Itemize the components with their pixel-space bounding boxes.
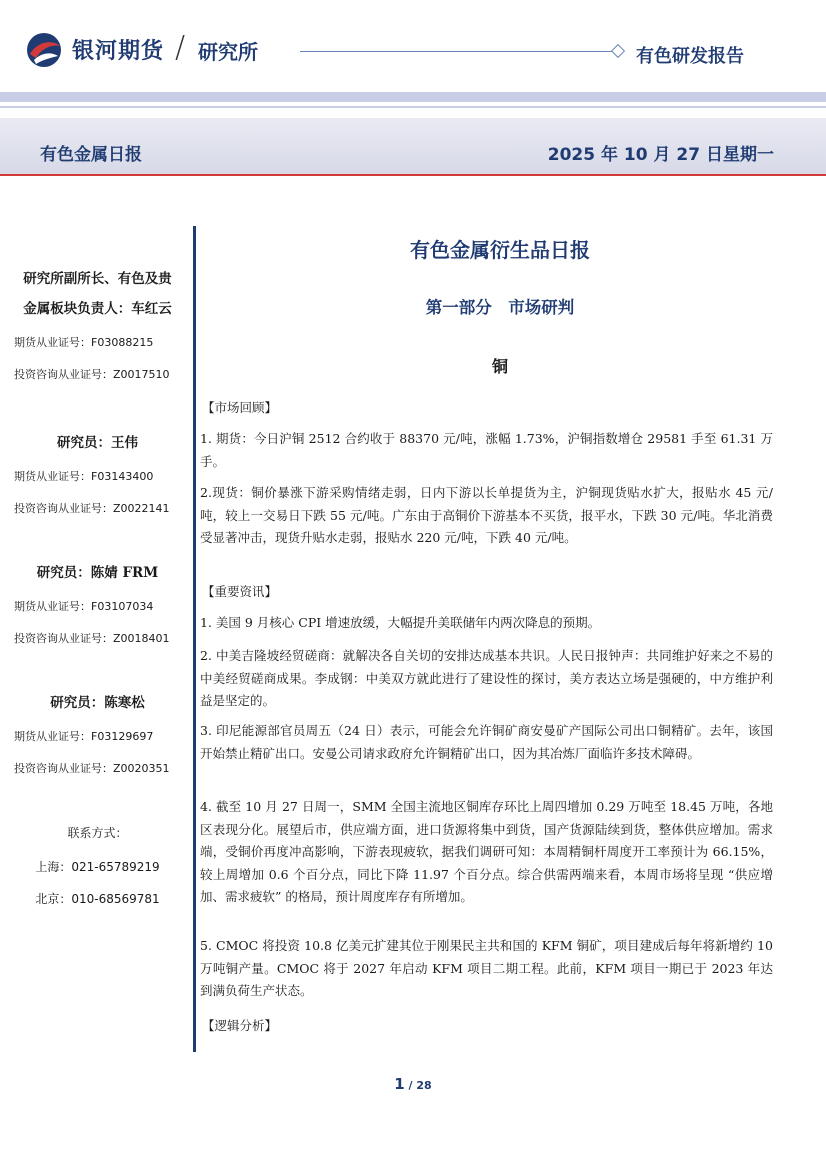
header-stripe-thin	[0, 106, 826, 108]
report-date: 2025 年 10 月 27 日星期一	[547, 145, 774, 165]
contact-block	[0, 818, 195, 914]
title-band-underline	[0, 174, 826, 176]
invest-cert: 投资咨询从业证号：Z0020351	[14, 762, 170, 775]
invest-cert: 投资咨询从业证号：Z0017510	[14, 368, 170, 381]
section-key-news: 【重要资讯】	[202, 584, 278, 599]
analyst-name: 研究员：陈婧 FRM	[36, 565, 159, 581]
news-paragraph: 2. 中美吉隆坡经贸磋商：就解决各自关切的安排达成基本共识。人民日报钟声：共同维护好来之不易的中美经贸磋商成果。李成钢：中美双方就此进行了建设性的探讨，美方表达立场是强硬的，中方维护利益是坚定的。	[200, 648, 773, 708]
news-paragraph: 5. CMOC 将投资 10.8 亿美元扩建其位于刚果民主共和国的 KFM 铜矿，项目建成后每年将新增约 10 万吨铜产量。CMOC 将于 2027 年启动 KFM 项目二期工程。此前，KFM 项目一期已于 2023 年达到满负荷生产状态。	[200, 938, 773, 998]
news-paragraph: 1. 美国 9 月核心 CPI 增速放缓，大幅提升美联储年内两次降息的预期。	[200, 615, 601, 630]
header-rule	[300, 51, 612, 52]
analyst-name: 研究员：陈寒松	[50, 695, 145, 711]
analyst-block	[0, 266, 195, 390]
diamond-icon	[611, 44, 625, 58]
futures-cert: 期货从业证号：F03107034	[14, 600, 154, 613]
analyst-title: 研究所副所长、有色及贵	[23, 271, 172, 287]
report-type: 有色研发报告	[636, 46, 744, 67]
contact-label: 联系方式：	[67, 826, 128, 840]
invest-cert: 投资咨询从业证号：Z0018401	[14, 632, 170, 645]
contact-shanghai: 上海：021-65789219	[35, 860, 160, 874]
metal-heading: 铜	[491, 357, 508, 376]
analyst-name: 研究员：王伟	[57, 435, 138, 451]
news-paragraph: 3. 印尼能源部官员周五（24 日）表示，可能会允许铜矿商安曼矿产国际公司出口铜精矿。去年，该国开始禁止精矿出口。安曼公司请求政府允许铜精矿出口，因为其冶炼厂面临许多技术障碍。	[200, 723, 773, 761]
analyst-title: 金属板块负责人：车红云	[23, 301, 172, 317]
review-paragraph: 1. 期货：今日沪铜 2512 合约收于 88370 元/吨，涨幅 1.73%，沪铜指数增仓 29581 手至 61.31 万手。	[200, 431, 773, 469]
header-slash: /	[175, 30, 186, 65]
page-number	[0, 1075, 826, 1093]
section-logic: 【逻辑分析】	[202, 1018, 278, 1033]
header-stripe	[0, 92, 826, 102]
review-paragraph: 2.现货：铜价暴涨下游采购情绪走弱，日内下游以长单提货为主，沪铜现货贴水扩大，报贴水 45 元/吨，较上一交易日下跌 55 元/吨。广东由于高铜价下游基本不买货，报平水，下跌 30 元/吨。华北消费受显著冲击，现货升贴水走弱，报贴水 220 元/吨，下跌 40 元/吨。	[200, 485, 773, 545]
analyst-block	[0, 430, 195, 524]
news-paragraph: 4. 截至 10 月 27 日周一，SMM 全国主流地区铜库存环比上周四增加 0.29 万吨至 18.45 万吨，各地区表现分化。展望后市，供应端方面，进口货源将集中到货，国产货源陆续到货，整体供应增加。需求端，受铜价再度冲高影响，下游表现疲软，据我们调研可知：本周精铜杆周度开工率预计为 66.15%，较上周增加 0.6 个百分点，同比下降 11.97 个百分点。综合供需两端来看，本周市场将呈现 “供应增加、需求疲软” 的格局，预计周度库存有所增加。	[200, 799, 773, 904]
total-pages: / 28	[404, 1079, 432, 1092]
daily-report-title: 有色金属日报	[40, 145, 142, 165]
galaxy-futures-logo-icon	[24, 30, 64, 70]
institute-name: 研究所	[198, 40, 258, 64]
brand-name: 银河期货	[72, 39, 165, 64]
contact-beijing: 北京：010-68569781	[35, 892, 160, 906]
invest-cert: 投资咨询从业证号：Z0022141	[14, 502, 170, 515]
current-page: 1	[394, 1075, 405, 1093]
report-header	[0, 0, 826, 92]
futures-cert: 期货从业证号：F03088215	[14, 336, 154, 349]
section-market-review: 【市场回顾】	[202, 400, 278, 415]
futures-cert: 期货从业证号：F03143400	[14, 470, 154, 483]
futures-cert: 期货从业证号：F03129697	[14, 730, 154, 743]
analyst-block	[0, 560, 195, 654]
document-title: 有色金属衍生品日报	[410, 238, 590, 262]
analyst-block	[0, 690, 195, 784]
part-title: 第一部分 市场研判	[425, 298, 575, 317]
